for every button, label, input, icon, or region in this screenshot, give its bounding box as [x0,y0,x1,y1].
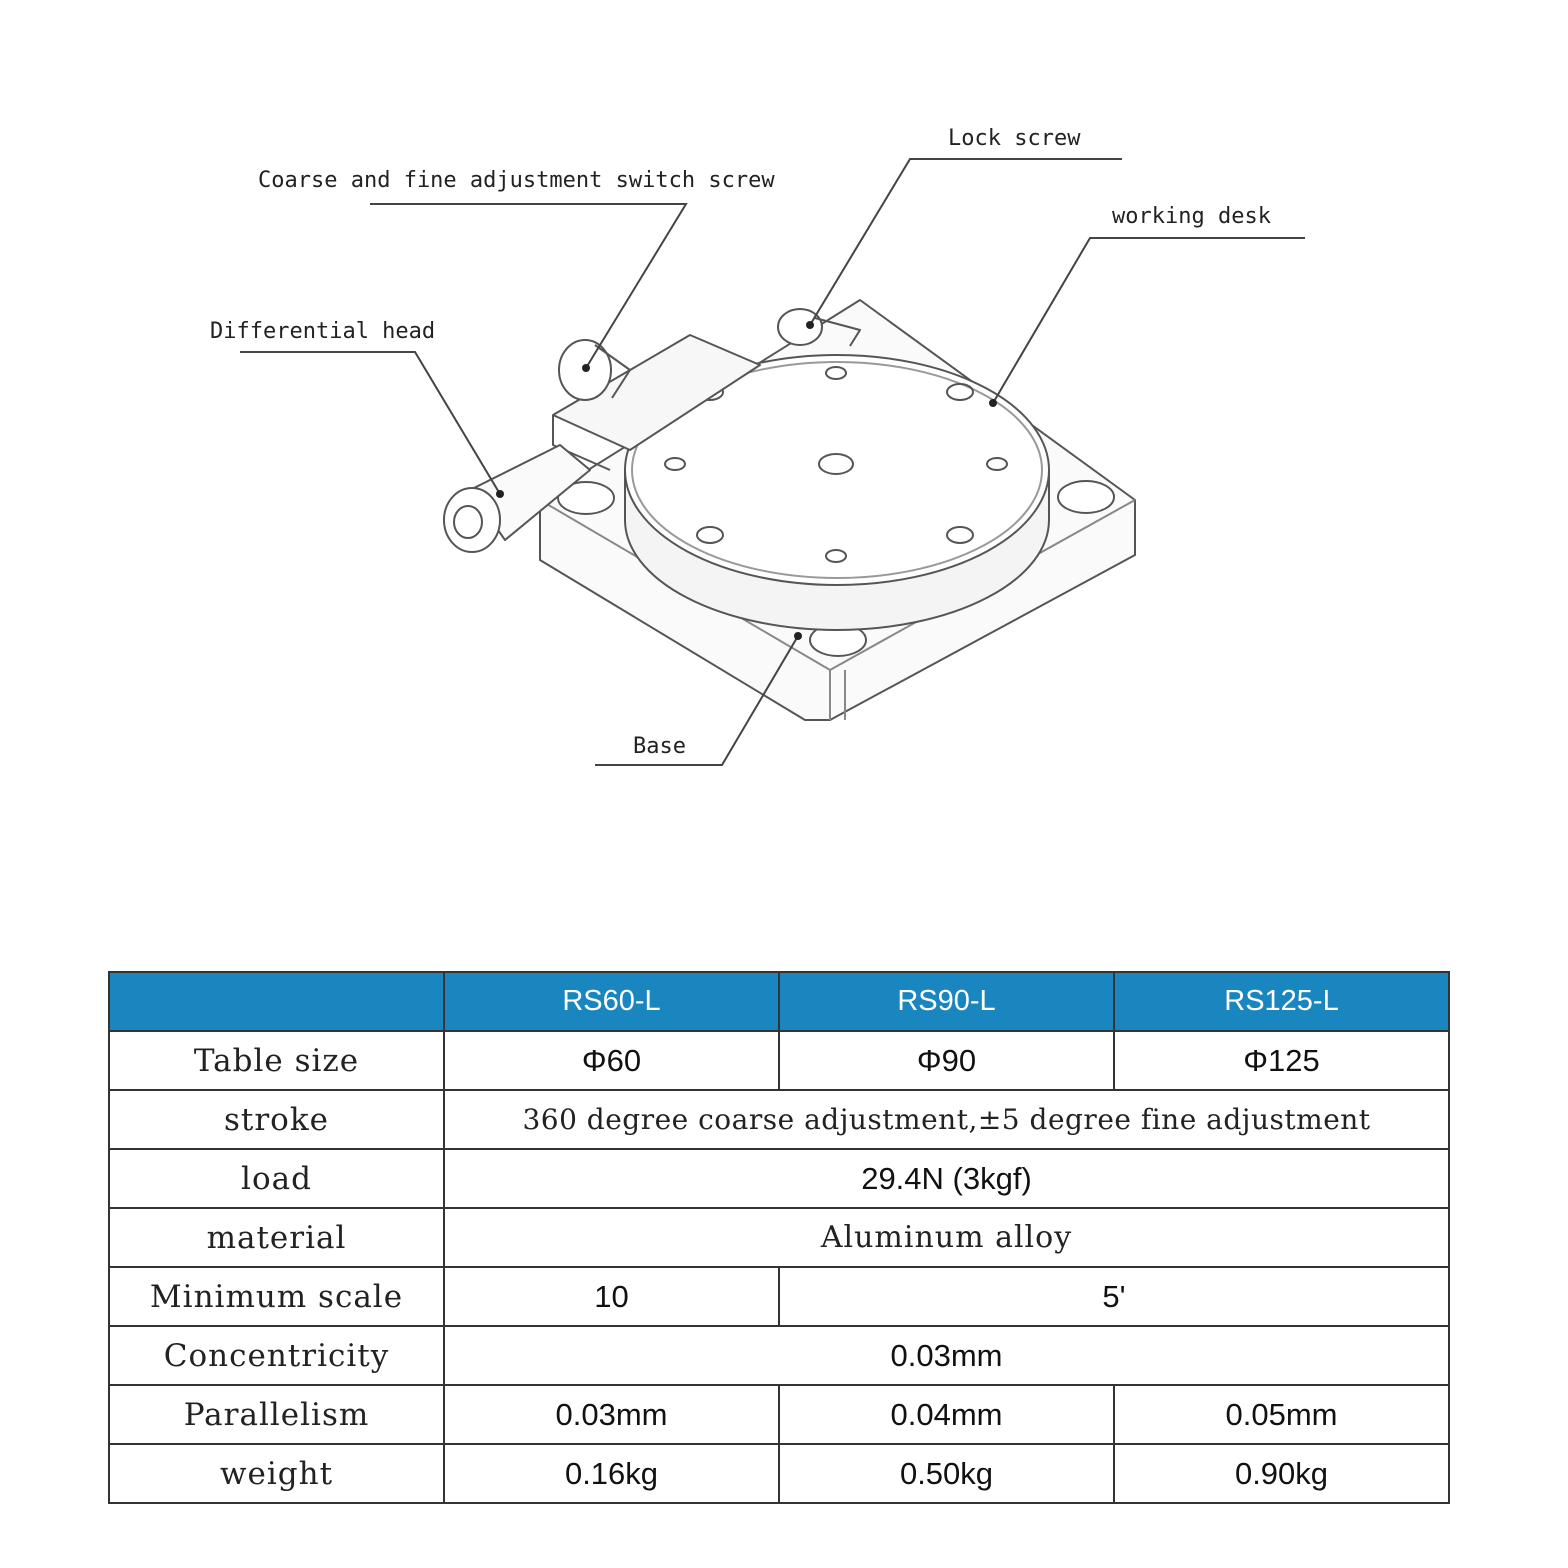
parallelism-rs90: 0.04mm [779,1385,1114,1444]
parallelism-rs125: 0.05mm [1114,1385,1449,1444]
callout-base: Base [633,734,686,759]
table-size-rs60: Φ60 [444,1031,779,1090]
weight-rs60: 0.16kg [444,1444,779,1503]
header-rs60-l: RS60-L [444,972,779,1031]
table-row [109,1090,1449,1149]
load-value: 29.4N (3kgf) [444,1149,1449,1208]
lock-screw-leader [810,159,1122,325]
callout-working-desk: working desk [1112,204,1271,229]
row-label-weight: weight [109,1444,444,1503]
weight-rs125: 0.90kg [1114,1444,1449,1503]
stroke-value: 360 degree coarse adjustment,±5 degree fine adjustment [444,1090,1449,1149]
table-row [109,1267,1449,1326]
row-label-minimum-scale: Minimum scale [109,1267,444,1326]
minimum-scale-rs90-rs125: 5' [779,1267,1449,1326]
differential-head-leader [240,352,500,494]
table-size-rs90: Φ90 [779,1031,1114,1090]
specification-table [108,971,1450,1504]
weight-rs90: 0.50kg [779,1444,1114,1503]
row-label-concentricity: Concentricity [109,1326,444,1385]
row-label-load: load [109,1149,444,1208]
table-row [109,1385,1449,1444]
header-row [109,972,1449,1031]
header-empty [109,972,444,1031]
row-label-material: material [109,1208,444,1267]
table-row [109,1208,1449,1267]
callout-lock-screw: Lock screw [948,126,1081,151]
table-row [109,1149,1449,1208]
row-label-stroke: stroke [109,1090,444,1149]
callout-switch-screw: Coarse and fine adjustment switch screw [258,168,775,193]
table-row [109,1444,1449,1503]
parallelism-rs60: 0.03mm [444,1385,779,1444]
row-label-parallelism: Parallelism [109,1385,444,1444]
table-row [109,1326,1449,1385]
row-label-table-size: Table size [109,1031,444,1090]
minimum-scale-rs60: 10 [444,1267,779,1326]
callout-differential-head: Differential head [210,319,436,344]
table-size-rs125: Φ125 [1114,1031,1449,1090]
table-row [109,1031,1449,1090]
header-rs90-l: RS90-L [779,972,1114,1031]
concentricity-value: 0.03mm [444,1326,1449,1385]
working-desk-leader [993,238,1305,403]
header-rs125-l: RS125-L [1114,972,1449,1031]
material-value: Aluminum alloy [444,1208,1449,1267]
